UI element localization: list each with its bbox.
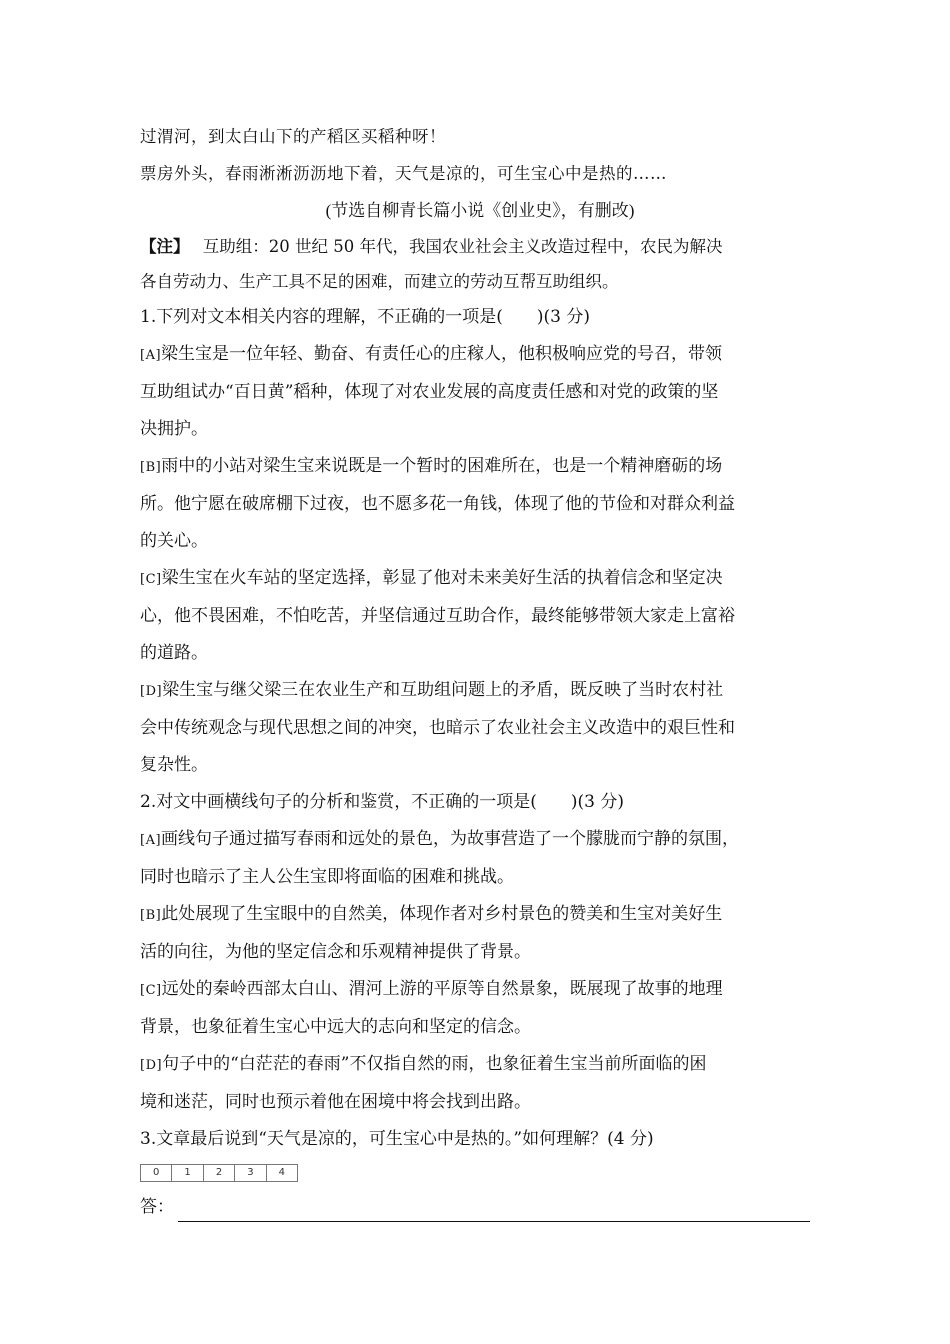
- question-1-option-a[interactable]: [140, 336, 820, 448]
- option-tag: [A]: [140, 348, 162, 363]
- option-tag: [B]: [140, 908, 162, 923]
- score-cell-4[interactable]: 4: [278, 1167, 286, 1178]
- question-1-title: 1.下列对文本相关内容的理解，不正确的一项是( )(3 分): [140, 307, 590, 327]
- question-2-option-d[interactable]: [140, 1046, 820, 1121]
- note-text-1: 互助组：20 世纪 50 年代，我国农业社会主义改造过程中，农民为解决: [202, 237, 723, 256]
- score-cell-1[interactable]: 1: [172, 1165, 203, 1181]
- option-text: 活的向往，为他的坚定信念和乐观精神提供了背景。: [140, 942, 531, 962]
- option-text: 句子中的“白茫茫的春雨”不仅指自然的雨，也象征着生宝当前所面临的困: [162, 1054, 707, 1074]
- option-text: 梁生宝是一位年轻、勤奋、有责任心的庄稼人，他积极响应党的号召，带领: [161, 344, 723, 364]
- score-cell-0[interactable]: 0: [141, 1165, 172, 1181]
- question-2-option-c[interactable]: [140, 971, 820, 1046]
- document-page: [140, 118, 820, 1222]
- passage-source: (节选自柳青长篇小说《创业史》，有删改): [325, 201, 635, 220]
- question-3-title: 3.文章最后说到“天气是凉的，可生宝心中是热的。”如何理解？(4 分): [140, 1129, 654, 1149]
- option-text: 画线句子通过描写春雨和远处的景色，为故事营造了一个朦胧而宁静的氛围，: [161, 829, 740, 849]
- option-text: 的道路。: [140, 643, 208, 663]
- option-text: 所。他宁愿在破席棚下过夜，也不愿多花一角钱，体现了他的节俭和对群众利益: [140, 494, 735, 514]
- note-label: 【注】: [140, 237, 190, 256]
- option-text: 的关心。: [140, 531, 208, 551]
- option-tag: [A]: [140, 833, 162, 848]
- option-text: 境和迷茫，同时也预示着他在困境中将会找到出路。: [140, 1092, 531, 1112]
- note-block: [140, 229, 820, 299]
- question-2-option-b[interactable]: [140, 896, 820, 971]
- option-tag: [C]: [140, 572, 162, 587]
- option-text: 梁生宝与继父梁三在农业生产和互助组问题上的矛盾，既反映了当时农村社: [162, 680, 724, 700]
- option-text: 同时也暗示了主人公生宝即将面临的困难和挑战。: [140, 867, 514, 887]
- question-1-option-c[interactable]: [140, 560, 820, 672]
- option-text: 决拥护。: [140, 419, 208, 439]
- option-tag: [D]: [140, 1058, 163, 1073]
- passage-line-1: 过渭河，到太白山下的产稻区买稻种呀！: [140, 127, 446, 146]
- option-tag: [C]: [140, 983, 162, 998]
- option-tag: [B]: [140, 460, 162, 475]
- score-cell-2[interactable]: 2: [204, 1165, 235, 1181]
- score-cell-3[interactable]: 3: [235, 1165, 266, 1181]
- option-text: 复杂性。: [140, 755, 208, 775]
- note-text-2: 各自劳动力、生产工具不足的困难，而建立的劳动互帮互助组织。: [140, 272, 619, 291]
- option-text: 雨中的小站对梁生宝来说既是一个暂时的困难所在，也是一个精神磨砺的场: [161, 456, 723, 476]
- question-2-title: 2.对文中画横线句子的分析和鉴赏，不正确的一项是( )(3 分): [140, 792, 624, 812]
- answer-line[interactable]: [178, 1197, 810, 1222]
- option-text: 此处展现了生宝眼中的自然美，体现作者对乡村景色的赞美和生宝对美好生: [161, 904, 723, 924]
- question-1-option-d[interactable]: [140, 672, 820, 784]
- option-text: 会中传统观念与现代思想之间的冲突，也暗示了农业社会主义改造中的艰巨性和: [140, 718, 735, 738]
- passage-line-2: 票房外头，春雨淅淅沥沥地下着，天气是凉的，可生宝心中是热的……: [140, 164, 667, 183]
- option-text: 梁生宝在火车站的坚定选择，彰显了他对未来美好生活的执着信念和坚定决: [161, 568, 723, 588]
- answer-label: 答：: [140, 1197, 174, 1217]
- question-1-option-b[interactable]: [140, 448, 820, 560]
- option-tag: [D]: [140, 684, 163, 699]
- score-box: [140, 1164, 298, 1182]
- question-2-option-a[interactable]: [140, 821, 820, 896]
- option-text: 远处的秦岭西部太白山、渭河上游的平原等自然景象，既展现了故事的地理: [161, 979, 723, 999]
- option-text: 互助组试办“百日黄”稻种，体现了对农业发展的高度责任感和对党的政策的坚: [140, 382, 719, 402]
- answer-row: [140, 1192, 820, 1222]
- option-text: 背景，也象征着生宝心中远大的志向和坚定的信念。: [140, 1017, 531, 1037]
- option-text: 心，他不畏困难，不怕吃苦，并坚信通过互助合作，最终能够带领大家走上富裕: [140, 606, 735, 626]
